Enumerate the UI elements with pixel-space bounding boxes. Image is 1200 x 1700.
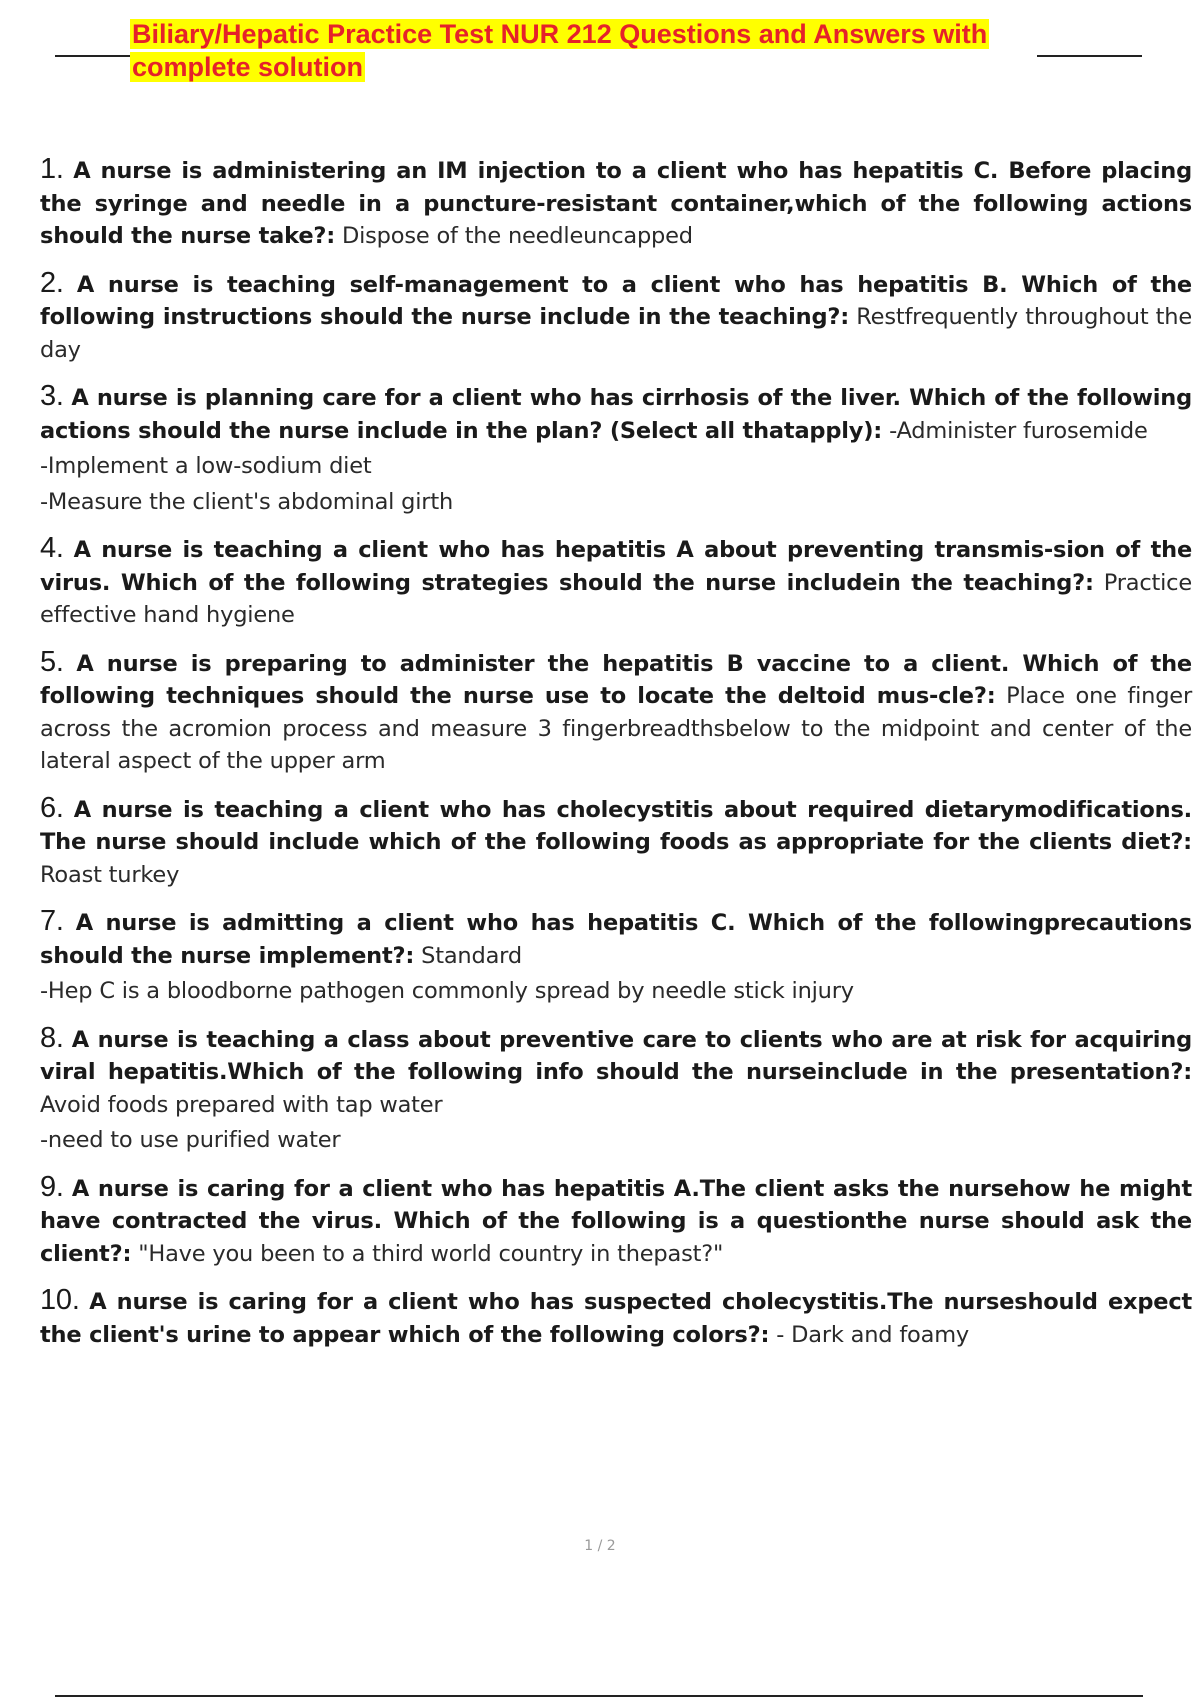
question-number: 6. — [40, 791, 64, 824]
question-answer: "Have you been to a third world country in thepast?" — [138, 1240, 724, 1267]
question-answer: Practice effective hand hygiene — [40, 569, 1192, 628]
question-list — [40, 153, 1192, 1365]
question-item — [40, 1284, 1192, 1351]
title-line-2: complete solution — [132, 52, 364, 82]
question-prompt: A nurse is administering an IM injection to a client who has hepatitis C. Before placing the syringe and needle in a puncture-resistant container,which of the following actions should the nurse take?: — [40, 158, 1193, 249]
question-item — [40, 267, 1192, 367]
question-item — [40, 380, 1192, 518]
question-answer: Standard — [421, 942, 522, 969]
question-number: 8. — [40, 1021, 64, 1054]
question-item — [40, 1022, 1192, 1157]
question-answer: - Dark and foamy — [776, 1321, 970, 1348]
question-item — [40, 792, 1192, 892]
question-number: 2. — [40, 266, 64, 299]
question-number: 1. — [40, 153, 64, 185]
question-answer: Restfrequently throughout the day — [40, 304, 1193, 363]
question-answer: Roast turkey — [40, 861, 180, 888]
question-item — [40, 532, 1192, 632]
question-prompt: A nurse is teaching self-management to a client who has hepatitis B. Which of the following instructions should the nurse include in the teaching?: — [40, 271, 1192, 330]
answer-note: -Hep C is a bloodborne pathogen commonly spread by needle stick injury — [40, 978, 854, 1004]
question-item — [40, 153, 1192, 253]
question-number: 7. — [40, 905, 64, 937]
title-line-1: Biliary/Hepatic Practice Test NUR 212 Questions and Answers with — [132, 19, 988, 49]
question-prompt: A nurse is caring for a client who has hepatitis A.The client asks the nursehow he might have contracted the virus. Which of the following is a questionthe nurse should ask the client?: — [40, 1175, 1193, 1267]
question-prompt: A nurse is teaching a client who has cholecystitis about required dietarymodifications. The nurse should include which of the following foods as appropriate for the clients diet?: — [40, 796, 1193, 855]
question-prompt: A nurse is teaching a client who has hepatitis A about preventing transmis-sion of the virus. Which of the following strategies should the nurse includein the teaching?: — [40, 537, 1192, 596]
question-item — [40, 905, 1192, 1008]
question-item — [40, 1171, 1192, 1271]
header-rule-left — [55, 55, 135, 57]
answer-note: -Measure the client's abdominal girth — [40, 488, 454, 515]
question-number: 4. — [40, 532, 64, 564]
question-number: 10. — [40, 1284, 80, 1316]
question-answer: Avoid foods prepared with tap water — [40, 1091, 443, 1118]
question-number: 9. — [40, 1170, 64, 1203]
header-rule-right — [1037, 55, 1142, 57]
question-item — [40, 646, 1192, 778]
answer-note: -need to use purified water — [40, 1127, 341, 1153]
question-number: 3. — [40, 380, 64, 412]
question-prompt: A nurse is admitting a client who has hepatitis C. Which of the followingprecautions should the nurse implement?: — [40, 910, 1192, 969]
question-prompt: A nurse is preparing to administer the hepatitis B vaccine to a client. Which of the following techniques should the nurse use to locate the deltoid mus-cle?: — [40, 650, 1192, 709]
question-answer: Dispose of the needleuncapped — [341, 223, 693, 249]
question-prompt: A nurse is caring for a client who has suspected cholecystitis.The nurseshould expect the client's urine to appear which of the following colors?: — [40, 1289, 1193, 1348]
page-indicator: 1 / 2 — [584, 1538, 616, 1554]
footer-rule — [55, 1695, 1143, 1697]
question-prompt: A nurse is teaching a class about preventive care to clients who are at risk for acquiring viral hepatitis.Which of the following info should the nurseinclude in the presentation?: — [40, 1026, 1192, 1085]
question-answer: Place one finger across the acromion process and measure 3 fingerbreadthsbelow to the midpoint and center of the lateral aspect of the upper arm — [40, 683, 1192, 774]
question-number: 5. — [40, 645, 64, 678]
question-answer: -Administer furosemide — [889, 417, 1148, 444]
question-prompt: A nurse is planning care for a client who has cirrhosis of the liver. Which of the following actions should the nurse include in the plan? (Select all thatapply): — [40, 385, 1193, 444]
document-title — [130, 18, 1050, 84]
answer-note: -Implement a low-sodium diet — [40, 453, 372, 479]
